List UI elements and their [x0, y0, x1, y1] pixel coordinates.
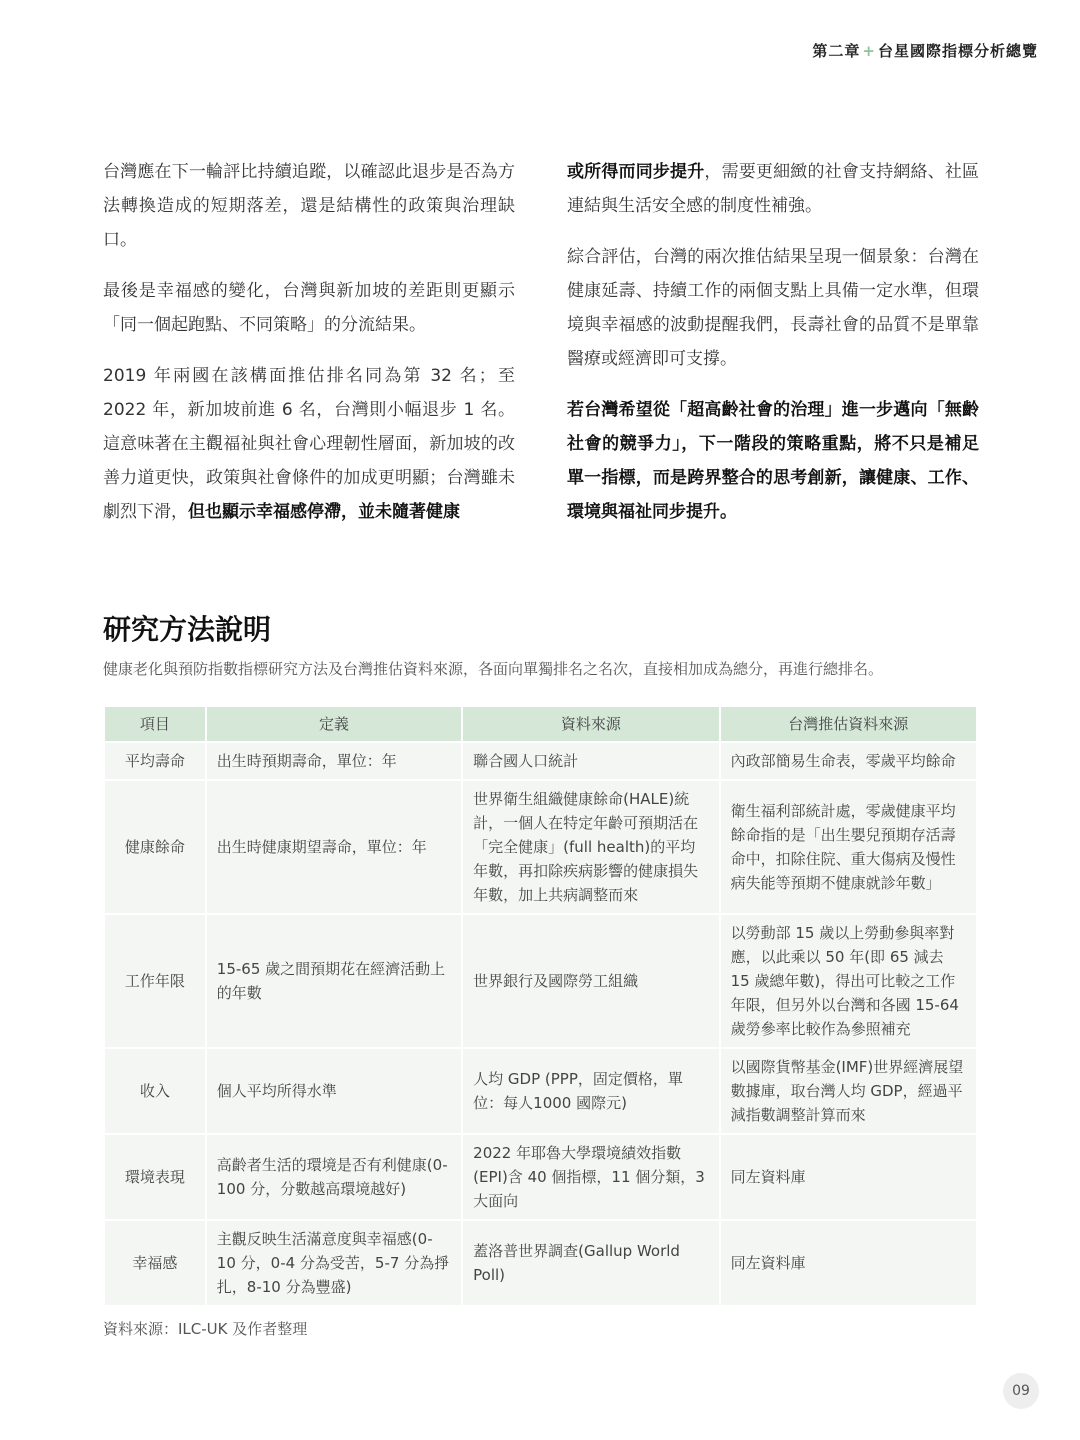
table-row	[105, 1221, 976, 1305]
cell-definition: 出生時預期壽命，單位：年	[207, 743, 461, 779]
cell-taiwan-source: 同左資料庫	[721, 1135, 976, 1219]
cell-definition: 個人平均所得水準	[207, 1049, 461, 1133]
cell-item: 收入	[105, 1049, 205, 1133]
header-source: 資料來源	[463, 707, 718, 741]
page-header	[812, 40, 1038, 61]
section-title: 研究方法說明	[103, 613, 272, 646]
table-header-row	[105, 707, 976, 741]
cell-definition: 出生時健康期望壽命，單位：年	[207, 781, 461, 913]
plus-icon: +	[862, 42, 876, 60]
cell-source: 世界衛生組織健康餘命(HALE)統計，一個人在特定年齡可預期活在「完全健康」(full health)的平均年數，再扣除疾病影響的健康損失年數，加上共病調整而來	[463, 781, 718, 913]
cell-taiwan-source: 內政部簡易生命表，零歲平均餘命	[721, 743, 976, 779]
left-column	[103, 155, 515, 546]
cell-item: 平均壽命	[105, 743, 205, 779]
header-item: 項目	[105, 707, 205, 741]
cell-source: 蓋洛普世界調查(Gallup World Poll)	[463, 1221, 718, 1305]
table-row	[105, 1135, 976, 1219]
paragraph: 台灣應在下一輪評比持續追蹤，以確認此退步是否為方法轉換造成的短期落差，還是結構性的政策與治理缺口。	[103, 162, 515, 250]
paragraph-emphasis: 若台灣希望從「超高齡社會的治理」進一步邁向「無齡社會的競爭力」，下一階段的策略重點，將不只是補足單一指標，而是跨界整合的思考創新，讓健康、工作、環境與福祉同步提升。	[567, 400, 979, 522]
paragraph-text: 2019 年兩國在該構面推估排名同為第 32 名；至 2022 年，新加坡前進 6 名，台灣則小幅退步 1 名。這意味著在主觀福祉與社會心理韌性層面，新加坡的改善力道更快，政策與社會條件的加成更明顯；台灣雖未劇烈下滑，	[103, 366, 515, 522]
paragraph-emphasis: 或所得而同步提升	[567, 162, 705, 182]
header-definition: 定義	[207, 707, 461, 741]
paragraph-text: ，需要更細緻的社會支持網絡、社區連結與生活安全感的制度性補強。	[567, 162, 980, 216]
page-number: 09	[1003, 1373, 1039, 1409]
source-note: 資料來源：ILC-UK 及作者整理	[103, 1320, 308, 1338]
section-description: 健康老化與預防指數指標研究方法及台灣推估資料來源，各面向單獨排名之名次，直接相加成為總分，再進行總排名。	[103, 660, 884, 678]
cell-source: 人均 GDP (PPP，固定價格，單位：每人1000 國際元)	[463, 1049, 718, 1133]
paragraph	[567, 393, 979, 529]
cell-taiwan-source: 以勞動部 15 歲以上勞動參與率對應，以此乘以 50 年(即 65 減去 15 歲總年數)，得出可比較之工作年限，但另外以台灣和各國 15-64 歲勞參率比較作為參照補充	[721, 915, 976, 1047]
right-column	[567, 155, 979, 546]
cell-taiwan-source: 衛生福利部統計處，零歲健康平均餘命指的是「出生嬰兒預期存活壽命中，扣除住院、重大傷病及慢性病失能等預期不健康就診年數」	[721, 781, 976, 913]
chapter-label: 第二章	[812, 42, 861, 60]
cell-definition: 主觀反映生活滿意度與幸福感(0-10 分，0-4 分為受苦，5-7 分為掙扎，8-10 分為豐盛)	[207, 1221, 461, 1305]
paragraph-emphasis: 但也顯示幸福感停滯，並未隨著健康	[188, 502, 460, 522]
cell-item: 工作年限	[105, 915, 205, 1047]
table-row	[105, 743, 976, 779]
cell-item: 環境表現	[105, 1135, 205, 1219]
table-row	[105, 915, 976, 1047]
chapter-title: 台星國際指標分析總覽	[877, 42, 1038, 60]
paragraph	[567, 155, 979, 223]
cell-taiwan-source: 以國際貨幣基金(IMF)世界經濟展望數據庫，取台灣人均 GDP，經過平減指數調整計算而來	[721, 1049, 976, 1133]
cell-item: 健康餘命	[105, 781, 205, 913]
method-table	[103, 705, 978, 1307]
paragraph: 最後是幸福感的變化，台灣與新加坡的差距則更顯示「同一個起跑點、不同策略」的分流結果。	[103, 281, 515, 335]
cell-source: 世界銀行及國際勞工組織	[463, 915, 718, 1047]
header-taiwan-source: 台灣推估資料來源	[721, 707, 976, 741]
cell-source: 2022 年耶魯大學環境績效指數(EPI)含 40 個指標，11 個分類，3 大面向	[463, 1135, 718, 1219]
cell-definition: 15-65 歲之間預期花在經濟活動上的年數	[207, 915, 461, 1047]
cell-taiwan-source: 同左資料庫	[721, 1221, 976, 1305]
cell-definition: 高齡者生活的環境是否有利健康(0-100 分，分數越高環境越好)	[207, 1135, 461, 1219]
paragraph	[103, 359, 515, 529]
cell-item: 幸福感	[105, 1221, 205, 1305]
cell-source: 聯合國人口統計	[463, 743, 718, 779]
paragraph: 綜合評估，台灣的兩次推估結果呈現一個景象：台灣在健康延壽、持續工作的兩個支點上具備一定水準，但環境與幸福感的波動提醒我們，長壽社會的品質不是單靠醫療或經濟即可支撐。	[567, 247, 979, 369]
table-row	[105, 1049, 976, 1133]
table-row	[105, 781, 976, 913]
